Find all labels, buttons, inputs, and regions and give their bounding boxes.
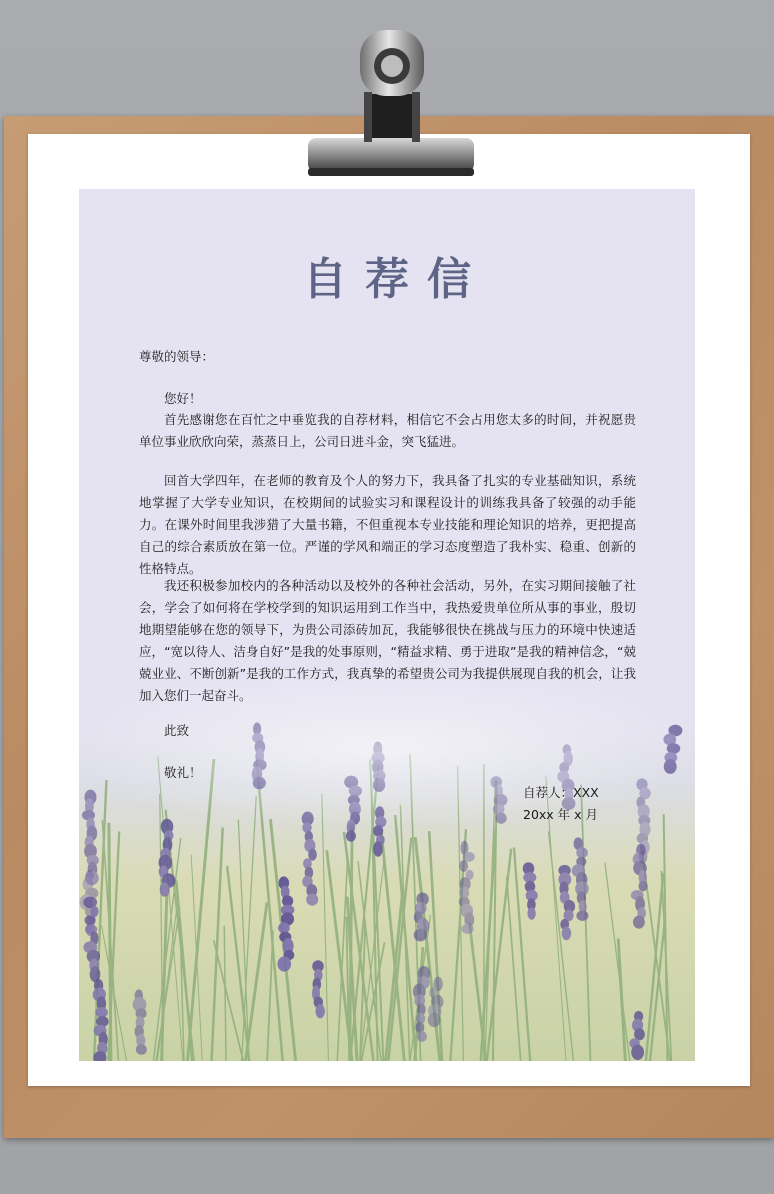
grass-stem — [109, 823, 111, 1061]
paragraph-activities: 我还积极参加校内的各种活动以及校外的各种社会活动，另外，在实习期间接触了社会，学会了如何将在学校学到的知识运用到工作当中，我热爱贵单位所从事的事业，殷切地期望能够在您的领导下，为贵公司添砖加瓦，我能够很快在挑战与压力的环境中快速适应，“宽以待人、洁身自好”是我的处事原则，“精益求精、勇于进取”是我的精神信念，“兢兢业业、不断创新”是我的工作方式，我真挚的希望贵公司为我提供展现自我的机会，让我加入您们一起奋斗。 — [139, 578, 636, 703]
binder-clip-icon — [300, 22, 480, 182]
paragraph-education: 回首大学四年，在老师的教育及个人的努力下，我具备了扎实的专业基础知识，系统地掌握了大学专业知识，在校期间的试验实习和课程设计的训练我具备了较强的动手能力。在课外时间里我涉猎了大量书籍，不但重视本专业技能和理论知识的培养，更把提高自己的综合素质放在第一位。严谨的学风和端正的学习态度塑造了我朴实、稳重、创新的性格特点。 — [139, 473, 636, 576]
closing-salute: 敬礼！ — [164, 765, 202, 780]
letter-title: 自荐信 — [303, 254, 489, 305]
salutation: 尊敬的领导： — [139, 349, 215, 364]
closing-regards: 此致 — [164, 723, 190, 738]
signature: 自荐人：XXX — [523, 785, 599, 800]
letter-date: 20xx 年 x 月 — [523, 807, 599, 822]
letter-page — [79, 189, 695, 1061]
greeting: 您好！ — [164, 391, 202, 406]
paragraph-thanks: 首先感谢您在百忙之中垂览我的自荐材料，相信它不会占用您太多的时间，并祝愿贵单位事业欣欣向荣，蒸蒸日上，公司日进斗金，突飞猛进。 — [139, 412, 636, 449]
